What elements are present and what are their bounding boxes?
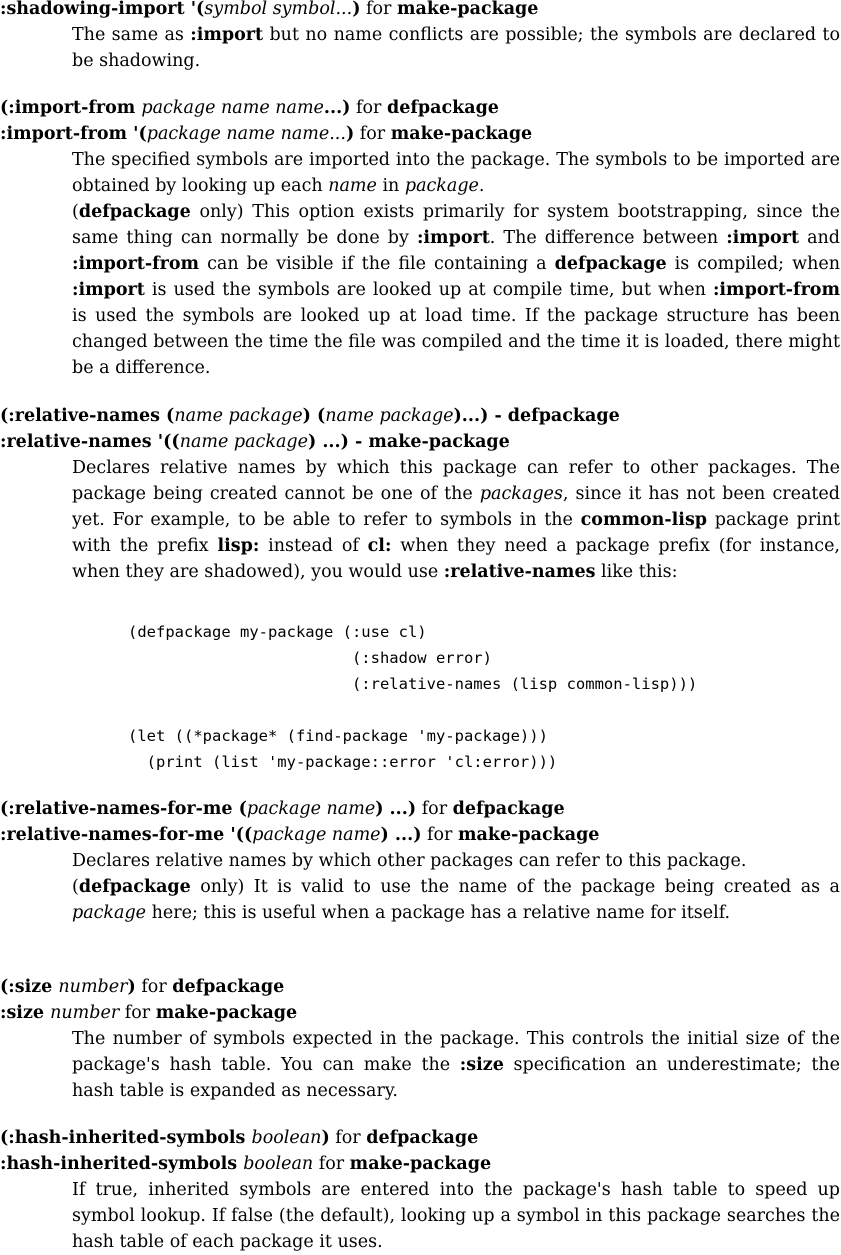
italic-term: package name name [141, 98, 324, 118]
option-description [72, 147, 840, 199]
bold-term: ) ...) [375, 799, 417, 819]
bold-term: defpackage [386, 98, 499, 118]
bold-term: defpackage [366, 1128, 479, 1148]
text-run: ( [72, 877, 79, 897]
bold-term: :import [726, 228, 800, 248]
option-heading-shadowing-import-make-package [0, 0, 538, 22]
option-heading-size-make-package [0, 1000, 297, 1026]
option-description-defpackage-note [72, 874, 840, 926]
bold-term: ) [321, 1128, 330, 1148]
bold-term: ) ...) [380, 825, 422, 845]
bold-term: make-package [155, 1003, 298, 1023]
bold-term: :import-from [712, 280, 840, 300]
text-run: package print with the prefix [72, 510, 840, 556]
bold-term: :import-from '( [0, 124, 147, 144]
bold-term: (:size [0, 977, 59, 997]
text-run: can be visible if the file containing a [199, 254, 555, 274]
italic-term: boolean [243, 1154, 314, 1174]
text-run: instead of [259, 536, 368, 556]
text-run: The number of symbols expected in the package. This controls the initial size of the package's hash table. You can make the [72, 1029, 840, 1075]
text-run: The same as [72, 25, 191, 45]
text-run: Declares relative names by which this package can refer to other packages. The package being created cannot be one of the [72, 458, 840, 504]
italic-term: package [72, 903, 147, 923]
bold-term: lisp: [217, 536, 260, 556]
option-heading-relative-names-for-me-make-package [0, 822, 599, 848]
bold-term: :import [416, 228, 490, 248]
bold-term: defpackage [554, 254, 667, 274]
bold-term: ) ...) - make-package [307, 432, 510, 452]
italic-term: number [58, 977, 128, 997]
text-run: is used the symbols are looked up at compile time, but when [144, 280, 713, 300]
text-run: specification an underestimate; the hash table is expanded as necessary. [72, 1055, 840, 1101]
bold-term: :size [459, 1055, 504, 1075]
bold-term: defpackage [78, 202, 191, 222]
option-description-defpackage-note [72, 199, 840, 381]
bold-term: (:hash-inherited-symbols [0, 1128, 252, 1148]
text-run: for [354, 124, 391, 144]
bold-term: (:import-from [0, 98, 142, 118]
option-description [72, 1177, 840, 1255]
option-heading-relative-names-defpackage [0, 403, 620, 429]
text-run: Declares relative names by which other packages can refer to this package. [72, 851, 747, 871]
bold-term: ...) [323, 98, 351, 118]
bold-term: make-package [390, 124, 533, 144]
italic-term: name package [179, 432, 308, 452]
text-run: for [421, 825, 458, 845]
option-heading-hash-inherited-symbols-make-package [0, 1151, 491, 1177]
text-run: when they need a package prefix (for instance, when they are shadowed), you would use [72, 536, 840, 582]
text-run: . The difference between [489, 228, 727, 248]
bold-term: :shadowing-import '( [0, 0, 205, 19]
text-run: for [416, 799, 453, 819]
option-heading-import-from-defpackage [0, 95, 499, 121]
option-description [72, 848, 840, 874]
option-heading-relative-names-for-me-defpackage [0, 796, 565, 822]
italic-term: number [50, 1003, 120, 1023]
bold-term: (:relative-names-for-me ( [0, 799, 247, 819]
option-heading-relative-names-make-package [0, 429, 510, 455]
text-run: for [313, 1154, 350, 1174]
text-run: for [329, 1128, 367, 1148]
text-run: for [135, 977, 173, 997]
text-run: . [478, 176, 485, 196]
bold-term: ) ( [302, 406, 326, 426]
bold-term: defpackage [452, 799, 565, 819]
bold-term: make-package [349, 1154, 492, 1174]
text-run: like this: [595, 562, 678, 582]
bold-term: ) [127, 977, 136, 997]
code-example: (defpackage my-package (:use cl) (:shadow error) (:relative-names (lisp common-lisp))) (let ((*package* (find-package 'my-package))) (print (list 'my-package::error 'cl:error))) [128, 623, 698, 771]
option-heading-size-defpackage [0, 974, 284, 1000]
bold-term: :hash-inherited-symbols [0, 1154, 244, 1174]
bold-term: defpackage [172, 977, 285, 997]
bold-term: :import-from [72, 254, 200, 274]
bold-term: make-package [396, 0, 539, 19]
option-description [72, 1026, 840, 1104]
italic-term: symbol symbol... [204, 0, 353, 19]
italic-term: name package [325, 406, 454, 426]
text-run: is used the symbols are looked up at load time. If the package structure has been changed between the time the file was compiled and the time it is loaded, there might be a difference. [72, 306, 840, 378]
text-run: here; this is useful when a package has a relative name for itself. [146, 903, 731, 923]
bold-term: common-lisp [580, 510, 708, 530]
text-run: ( [72, 202, 79, 222]
option-heading-import-from-make-package [0, 121, 532, 147]
bold-term: :relative-names '(( [0, 432, 180, 452]
text-run: and [799, 228, 840, 248]
bold-term: :size [0, 1003, 51, 1023]
bold-term: make-package [458, 825, 600, 845]
text-run: If true, inherited symbols are entered into the package's hash table to speed up symbol lookup. If false (the default), looking up a symbol in this package searches the hash table of each package it uses. [72, 1180, 840, 1252]
option-description [72, 22, 840, 74]
text-run: only) It is valid to use the name of the package being created as a [190, 877, 840, 897]
italic-term: packages [479, 484, 563, 504]
italic-term: name package [174, 406, 303, 426]
bold-term: :import [72, 280, 145, 300]
bold-term: (:relative-names ( [0, 406, 175, 426]
text-run: The specified symbols are imported into the package. The symbols to be imported are obtained by looking up each [72, 150, 840, 196]
italic-term: package name [252, 825, 381, 845]
bold-term: :import [190, 25, 264, 45]
italic-term: package [404, 176, 479, 196]
text-run: is compiled; when [666, 254, 840, 274]
bold-term: ) [345, 124, 355, 144]
text-run: but no name conflicts are possible; the symbols are declared to be shadowing. [72, 25, 840, 71]
bold-term: ) [352, 0, 361, 19]
bold-term: )...) - defpackage [453, 406, 620, 426]
option-description [72, 455, 840, 585]
bold-term: :relative-names [443, 562, 596, 582]
text-run: for [350, 98, 387, 118]
text-run: for [360, 0, 397, 19]
text-run: in [376, 176, 405, 196]
text-run: for [119, 1003, 156, 1023]
italic-term: package name [246, 799, 376, 819]
text-run: only) This option exists primarily for system bootstrapping, since the same thing can normally be done by [72, 202, 840, 248]
bold-term: :relative-names-for-me '(( [0, 825, 253, 845]
option-heading-hash-inherited-symbols-defpackage [0, 1125, 478, 1151]
italic-term: name [328, 176, 377, 196]
italic-term: package name name... [146, 124, 346, 144]
bold-term: cl: [367, 536, 392, 556]
text-run: , since it has not been created yet. For example, to be able to refer to symbols in the [72, 484, 840, 530]
italic-term: boolean [251, 1128, 322, 1148]
bold-term: defpackage [78, 877, 191, 897]
